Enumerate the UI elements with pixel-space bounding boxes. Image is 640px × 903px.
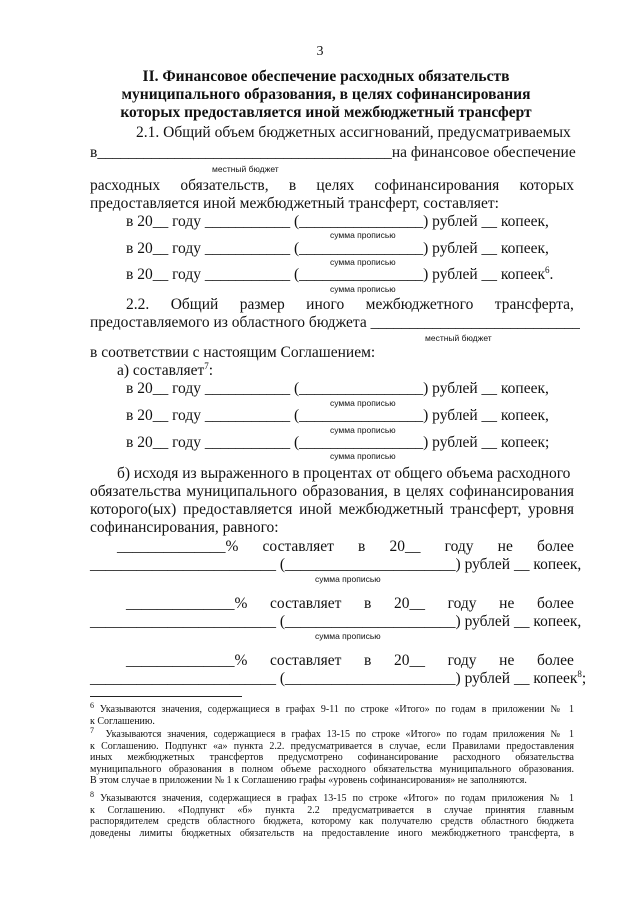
p22-b-line-4: софинансирования, равного:: [90, 519, 279, 536]
caption-sum-in-words: сумма прописью: [330, 398, 396, 408]
caption-local-budget: местный бюджет: [425, 333, 492, 343]
caption-sum-in-words: сумма прописью: [330, 451, 396, 461]
p22-b-row-1-line-2[interactable]: ________________________ (______________________) рублей __ копеек,: [90, 556, 582, 573]
p22-line-1: 2.2. Общий размер иного межбюджетного трансферта,: [126, 296, 574, 313]
caption-local-budget: местный бюджет: [212, 164, 279, 174]
footnote-6: $^6$ Указываются значения, содержащиеся в графах 9-11 по строке «Итого» по годам в приложении № 1 к Соглашению.: [90, 701, 575, 727]
page-number: 3: [316, 44, 324, 59]
p22-a-label: а) составляет$^7$:: [117, 361, 214, 379]
footnote-7: $^7$ Указываются значения, содержащиеся в графах 13-15 по строке «Итого» по годам приложения № 1 к Соглашению. Подпункт «а» пункта 2.2. предусматривается в случае, если Правилами предоставления иных межбюджетных трансфертов предусмотрено софинансирование расходного обязательства муниципального образования в полном объеме расходного обязательства муниципального образования. В этом случае в приложении № 1 к Соглашению графы «уровень софинансирования» не заполняются.: [90, 726, 574, 787]
p21-line-3: расходных обязательств, в целях софинансирования которых: [90, 177, 574, 194]
caption-sum-in-words: сумма прописью: [330, 257, 396, 267]
p22-line-3: в соответствии с настоящим Соглашением:: [90, 344, 376, 361]
p22-a-row-3[interactable]: в 20__ году ___________ (________________) рублей __ копеек;: [126, 434, 550, 451]
caption-sum-in-words: сумма прописью: [315, 631, 381, 641]
p22-a-row-2[interactable]: в 20__ году ___________ (________________) рублей __ копеек,: [126, 407, 549, 424]
section-heading-line-3: которых предоставляется иной межбюджетный трансферт: [120, 104, 532, 121]
footnote-ref-8: 8: [577, 669, 582, 679]
caption-sum-in-words: сумма прописью: [330, 230, 396, 240]
p21-line-1: 2.1. Общий объем бюджетных ассигнований, предусматриваемых: [136, 124, 571, 141]
footnote-ref-7: 7: [204, 361, 209, 371]
caption-sum-in-words: сумма прописью: [330, 284, 396, 294]
p22-b-line-1: б) исходя из выраженного в процентах от общего объема расходного: [117, 465, 571, 482]
p22-b-row-2-line-1[interactable]: ______________% составляет в 20__ году не более: [126, 595, 574, 612]
p21-row-2[interactable]: в 20__ году ___________ (________________) рублей __ копеек,: [126, 240, 549, 257]
p21-line-2: в ______________________________________ на финансовое обеспечение: [90, 144, 576, 161]
p21-line-4: предоставляется иной межбюджетный трансферт, составляет:: [90, 195, 499, 212]
p22-b-row-3-line-2[interactable]: ________________________ (______________________) рублей __ копеек$^8$;: [90, 669, 587, 687]
p22-b-row-1-line-1[interactable]: ______________% составляет в 20__ году не более: [117, 538, 574, 555]
p22-b-line-3: которого(ых) предоставляется иной межбюджетный трансферт, уровня: [90, 501, 574, 518]
p21-row-1[interactable]: в 20__ году ___________ (________________) рублей __ копеек,: [126, 213, 549, 230]
footnote-ref-6: 6: [545, 265, 550, 275]
p21-row-3[interactable]: в 20__ году ___________ (________________) рублей __ копеек$^6$.: [126, 265, 554, 283]
p22-b-line-2: обязательства муниципального образования, в целях софинансирования: [90, 483, 574, 500]
section-heading-line-1: II. Финансовое обеспечение расходных обязательств: [142, 68, 510, 85]
local-budget-field[interactable]: ______________________________________: [97, 144, 392, 161]
footnote-separator: [90, 696, 242, 697]
p22-b-row-2-line-2[interactable]: ________________________ (______________________) рублей __ копеек,: [90, 613, 582, 630]
footnote-8: $^8$ Указываются значения, содержащиеся в графах 13-15 по строке «Итого» по годам приложения № 1 к Соглашению. «Подпункт «б» пункта 2.2 предусматривается в случае принятия главным распорядителем средств областного бюджета, которому как получателю средств областного бюджета доведены лимиты бюджетных обязательств на предоставление иного межбюджетного трансферта, в: [90, 790, 574, 839]
p22-line-2[interactable]: предоставляемого из областного бюджета ___________________________: [90, 314, 580, 331]
caption-sum-in-words: сумма прописью: [330, 425, 396, 435]
p22-a-row-1[interactable]: в 20__ году ___________ (________________) рублей __ копеек,: [126, 380, 549, 397]
p22-b-row-3-line-1[interactable]: ______________% составляет в 20__ году не более: [126, 652, 574, 669]
section-heading-line-2: муниципального образования, в целях софинансирования: [121, 86, 531, 103]
caption-sum-in-words: сумма прописью: [315, 574, 381, 584]
